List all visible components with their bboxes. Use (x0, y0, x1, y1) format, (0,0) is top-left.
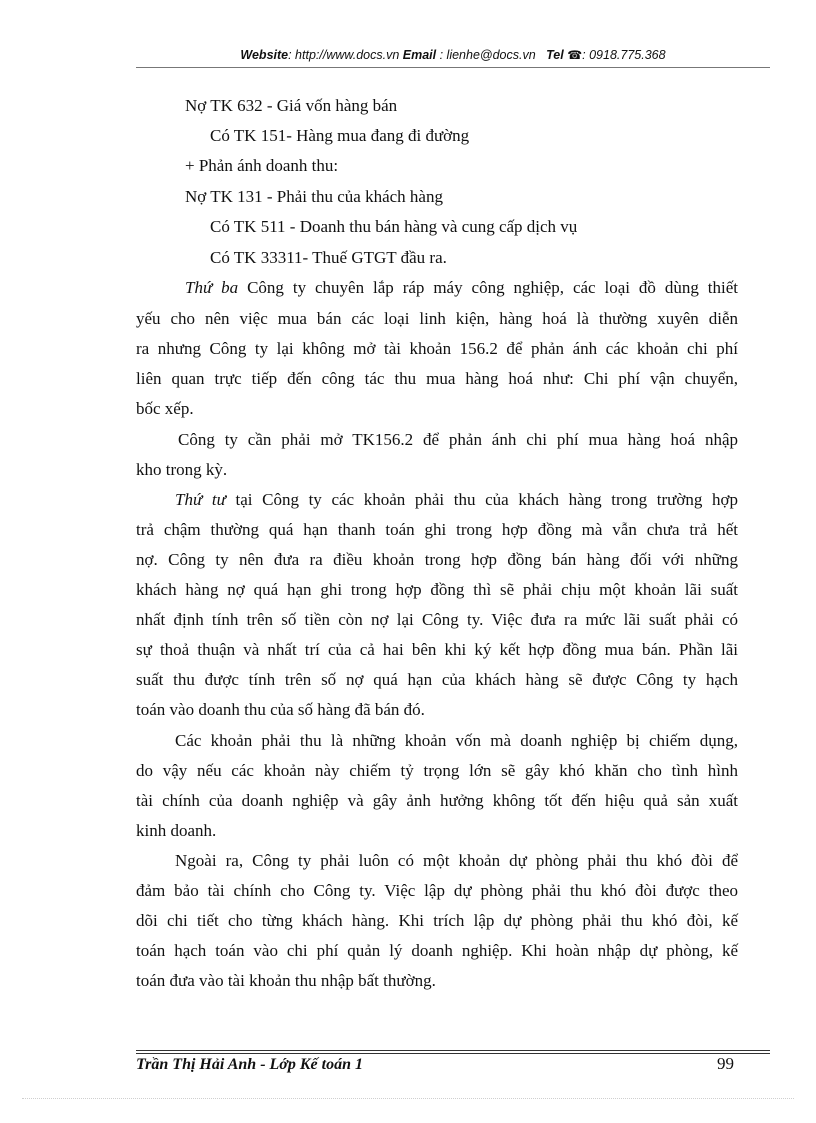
para-line: yếu cho nên việc mua bán các loại linh kiện, hàng hoá là thường xuyên diễn (136, 309, 738, 328)
para-line: toán hạch toán vào chi phí quản lý doanh nghiệp. Khi hoàn nhập dự phòng, kế (136, 941, 738, 960)
para-line: dõi chi tiết cho từng khách hàng. Khi trích lập dự phòng phải thu khó đòi, kế (136, 911, 738, 930)
para-line: ra nhưng Công ty lại không mở tài khoản 156.2 để phản ánh các khoản chi phí (136, 339, 738, 358)
para-line: Công ty cần phải mở TK156.2 để phản ánh chi phí mua hàng hoá nhập (178, 430, 738, 449)
para-line: sự thoả thuận và nhất trí của cả hai bên khi ký kết hợp đồng mua bán. Phần lãi (136, 640, 738, 659)
para-line: trả chậm thường quá hạn thanh toán ghi trong hợp đồng mà vẫn chưa trả hết (136, 520, 738, 539)
phone-icon: ☎ (567, 48, 583, 62)
para-line: do vậy nếu các khoản này chiếm tỷ trọng lớn sẽ gây khó khăn cho tình hình (136, 761, 738, 780)
para-line: suất thu được tính trên số nợ quá hạn của khách hàng sẽ được Công ty hạch (136, 670, 738, 689)
entry-line: Có TK 151- Hàng mua đang đi đường (210, 126, 470, 145)
para-line: đảm bảo tài chính cho Công ty. Việc lập dự phòng phải thu khó đòi được theo (136, 881, 738, 900)
tel-value: : 0918.775.368 (582, 48, 666, 62)
para-lead: Thứ tư (175, 490, 226, 509)
para-line: Ngoài ra, Công ty phải luôn có một khoản dự phòng phải thu khó đòi để (175, 851, 738, 870)
footer-divider (136, 1053, 770, 1054)
tel-label: Tel (546, 48, 564, 62)
email-value: : lienhe@docs.vn (436, 48, 536, 62)
para-line: tài chính của doanh nghiệp và gây ảnh hưởng không tốt đến hiệu quả sản xuất (136, 791, 738, 810)
page-header (136, 48, 770, 62)
entry-line: Có TK 33311- Thuế GTGT đầu ra. (210, 248, 447, 267)
footer-author: Trần Thị Hải Anh - Lớp Kế toán 1 (136, 1056, 363, 1073)
para-line: Các khoản phải thu là những khoản vốn mà doanh nghiệp bị chiếm dụng, (175, 731, 738, 750)
header-divider (136, 67, 770, 68)
entry-line: Nợ TK 131 - Phải thu của khách hàng (185, 187, 443, 206)
para-line: nhất định tính trên số tiền còn nợ lại Công ty. Việc đưa ra mức lãi suất phải có (136, 610, 738, 629)
page-number: 99 (717, 1054, 734, 1073)
email-label: Email (402, 48, 437, 62)
entry-line: + Phản ánh doanh thu: (185, 156, 339, 175)
para-line: khách hàng nợ quá hạn ghi trong hợp đồng thì sẽ phải chịu một khoản lãi suất (136, 580, 738, 599)
entry-line: Có TK 511 - Doanh thu bán hàng và cung cấp dịch vụ (210, 217, 578, 236)
para-line: liên quan trực tiếp đến công tác thu mua hàng hoá như: Chi phí vận chuyển, (136, 369, 738, 388)
website-value: : http://www.docs.vn (288, 48, 400, 62)
para-line: toán vào doanh thu của số hàng đã bán đó. (136, 700, 425, 719)
footer-divider (136, 1050, 770, 1051)
para-line: Thứ ba Công ty chuyên lắp ráp máy công nghiệp, các loại đồ dùng thiết (185, 278, 738, 297)
para-line: bốc xếp. (136, 399, 194, 418)
entry-line: Nợ TK 632 - Giá vốn hàng bán (185, 96, 398, 115)
page-edge-dots (22, 1098, 794, 1099)
para-line: toán đưa vào tài khoản thu nhập bất thường. (136, 971, 436, 990)
para-line: kho trong kỳ. (136, 460, 228, 479)
para-lead: Thứ ba (185, 278, 239, 297)
para-line: Thứ tư tại Công ty các khoản phải thu của khách hàng trong trường hợp (175, 490, 738, 509)
website-label: Website (240, 48, 289, 62)
para-line: nợ. Công ty nên đưa ra điều khoản trong hợp đồng bán hàng đối với những (136, 550, 738, 569)
para-line: kinh doanh. (136, 821, 217, 840)
